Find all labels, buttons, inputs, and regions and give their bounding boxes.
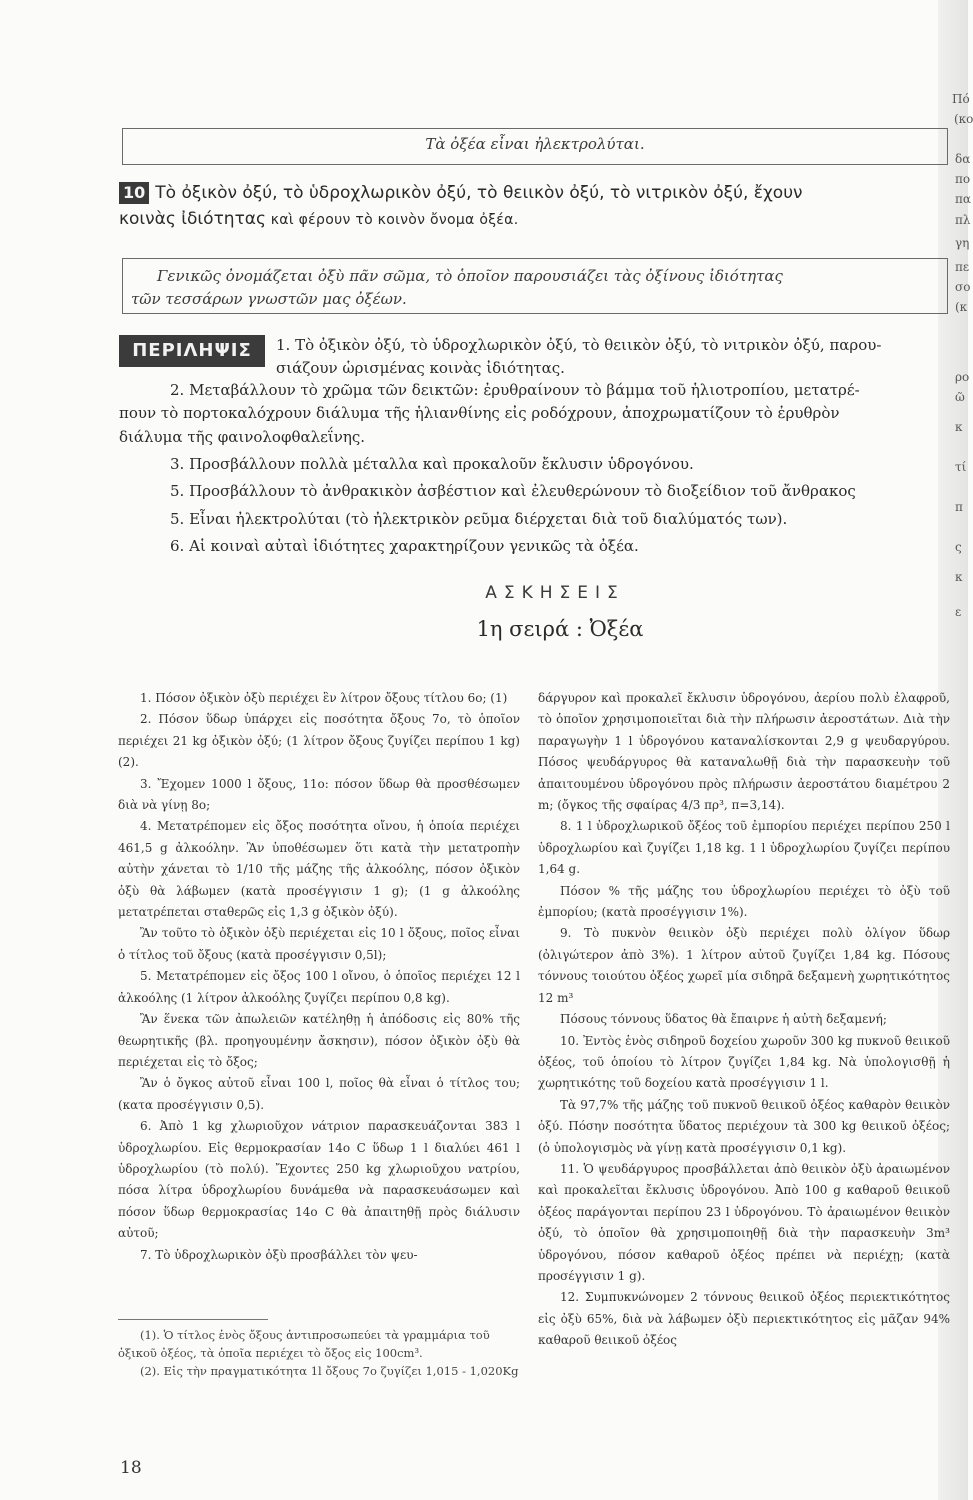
footnote: (1). Ὁ τίτλος ἑνὸς ὄξους ἀντιπροσωπεύει τὰ γραμμάρια τοῦ ὀξικοῦ ὀξέος, τὰ ὁποῖα περιέχει τὸ ὄξος εἰς 100cm³. <box>118 1328 490 1360</box>
exercise-paragraph: 5. Μετατρέπομεν εἰς ὄξος 100 l οἴνου, ὁ ὁποῖος περιέχει 12 l ἀλκοόλης (1 λίτρον ἀλκοόλης ζυγίζει περίπου 0,8 kg). <box>118 969 520 1005</box>
exercise-paragraph: 12. Συμπυκνώνομεν 2 τόννους θειικοῦ ὀξέος περιεκτικότητος εἰς ὀξὺ 65%, διὰ νὰ λάβωμεν ὀξὺ περιεκτικότητος εἰς μᾶζαν 94% καθαροῦ θειικοῦ ὀξέος <box>538 1290 950 1348</box>
edge-fragment: (κ <box>955 300 968 314</box>
footnote-rule <box>118 1319 268 1320</box>
edge-fragment: γη <box>955 236 970 250</box>
summary-line: 6. Αἱ κοιναὶ αὐταὶ ἰδιότητες χαρακτηρίζουν γενικῶς τὰ ὀξέα. <box>170 537 639 555</box>
edge-fragment: ρο <box>955 370 970 384</box>
definition-line: Γενικῶς ὀνομάζεται ὀξὺ πᾶν σῶμα, τὸ ὁποῖον παρουσιάζει τὰς ὀξίνους ἰδιότητας <box>157 267 783 285</box>
section-intro <box>119 180 954 233</box>
summary-line: 2. Μεταβάλλουν τὸ χρῶμα τῶν δεικτῶν: ἐρυθραίνουν τὸ βάμμα τοῦ ἡλιοτροπίου, μετατρέ- <box>170 381 860 399</box>
edge-fragment: π <box>955 500 963 514</box>
summary-line: 3. Προσβάλλουν πολλὰ μέταλλα καὶ προκαλοῦν ἔκλυσιν ὑδρογόνου. <box>170 455 694 473</box>
summary-line: 1. Τὸ ὀξικὸν ὀξύ, τὸ ὑδροχλωρικὸν ὀξύ, τὸ θειικὸν ὀξύ, τὸ νιτρικὸν ὀξύ, παρου- <box>276 336 882 354</box>
edge-fragment: πο <box>955 172 971 186</box>
exercise-paragraph: Πόσον % τῆς μάζης του ὑδροχλωρίου περιέχει τὸ ὀξὺ τοῦ ἐμπορίου; (κατὰ προσέγγισιν 1%). <box>538 883 950 920</box>
summary-line: σιάζουν ὡρισμένας κοινὰς ἰδιότητας. <box>276 359 565 377</box>
exercise-paragraph: 9. Τὸ πυκνὸν θειικὸν ὀξὺ περιέχει πολὺ ὀλίγον ὕδωρ (ὀλιγώτερον ἀπὸ 3%). 1 λίτρον αὐτοῦ ζυγίζει 1,84 kg. Πόσους τόννους τοιούτου ὀξέος χωρεῖ μία σιδηρᾶ δεξαμενὴ χωρητικότητος 12 m³ <box>538 926 950 1005</box>
exercise-paragraph: 7. Τὸ ὑδροχλωρικὸν ὀξὺ προσβάλλει τὸν ψευ- <box>140 1247 418 1262</box>
statement-box <box>122 128 948 165</box>
intro-lead: Τὸ ὀξικὸν ὀξύ, τὸ ὑδροχλωρικὸν ὀξύ, τὸ θειικὸν ὀξύ, τὸ νιτρικὸν ὀξύ, ἔχουν <box>155 183 803 203</box>
statement-text: Τὰ ὀξέα εἶναι ἠλεκτρολύται. <box>425 135 645 153</box>
exercise-paragraph: Τὰ 97,7% τῆς μάζης τοῦ πυκνοῦ θειικοῦ ὀξέος καθαρὸν θειικὸν ὀξύ. Πόσην ποσότητα ὕδατος περιέχουν τὰ 300 kg θειικοῦ ὀξέος; (ὁ ὑπολογισμὸς νὰ γίνῃ κατὰ προσέγγισιν 0,1 kg). <box>538 1097 950 1155</box>
edge-fragment: ε <box>955 605 962 619</box>
intro-key-phrase: κοινὰς ἰδιότητας <box>119 209 266 229</box>
section-number: 10 <box>119 182 149 204</box>
exercise-paragraph: 11. Ὁ ψευδάργυρος προσβάλλεται ἀπὸ θειικὸν ὀξὺ ἀραιωμένον καὶ προκαλεῖται ἔκλυσις ὑδρογόνου. Ἀπὸ 100 g καθαροῦ θειικοῦ ὀξέος παράγονται περίπου 23 l ὑδρογόνου. Τὸ ἀραιωμένον θειικὸν ὀξύ, τὸ ὁποῖον θὰ χρησιμοποιηθῇ διὰ τὴν παρασκευὴν 3m³ ὑδρογόνου, πόσον καθαροῦ ὀξέος πρέπει νὰ περιέχῃ; (κατὰ προσέγγισιν 1 g). <box>538 1161 950 1283</box>
summary-line: πουν τὸ πορτοκαλόχρουν διάλυμα τῆς ἡλιανθίνης εἰς ροδόχρουν, ἀποχρωματίζουν τὸ ἐρυθρὸν <box>119 404 840 422</box>
summary-line: 5. Προσβάλλουν τὸ ἀνθρακικὸν ἀσβέστιον καὶ ἐλευθερώνουν τὸ διοξείδιον τοῦ ἄνθρακος <box>170 482 856 500</box>
exercise-paragraph: Ἂν ὁ ὄγκος αὐτοῦ εἶναι 100 l, ποῖος θὰ εἶναι ὁ τίτλος του; (κατα προσέγγισιν 0,5). <box>118 1076 520 1112</box>
edge-fragment: κ <box>955 420 963 434</box>
edge-fragment: ς <box>955 540 962 554</box>
definition-box <box>122 258 948 314</box>
edge-fragment: κ <box>955 570 963 584</box>
exercise-paragraph: δάργυρον καὶ προκαλεῖ ἔκλυσιν ὑδρογόνου, ἀερίου πολὺ ἐλαφροῦ, τὸ ὁποῖον χρησιμοποιεῖται διὰ τὴν πλήρωσιν ἀεροστάτων. Διὰ τὴν παραγωγὴν 1 l ὑδρογόνου καταναλίσκονται 2,9 g ψευδαργύρου. Πόσος ψευδάργυρος θὰ καταναλωθῇ διὰ τὴν παρασκευὴν τοῦ ἀπαιτουμένου ὑδρογόνου πρὸς πλήρωσιν ἀεροστάτου διαμέτρου 2 m; (ὄγκος τῆς σφαίρας 4/3 πρ³, π=3,14). <box>538 691 950 813</box>
series-heading: 1η σειρά : Ὀξέα <box>476 617 644 641</box>
exercises-heading: ΑΣΚΗΣΕΙΣ <box>485 583 625 603</box>
exercise-paragraph: 10. Ἐντὸς ἑνὸς σιδηροῦ δοχείου χωροῦν 300 kg πυκνοῦ θειικοῦ ὀξέος, τοῦ ὁποίου τὸ λίτρον ζυγίζει 1,84 kg. Νὰ ὑπολογισθῇ ἡ χωρητικότης τοῦ δοχείου κατὰ προσέγγισιν 1 l. <box>538 1033 950 1091</box>
page-number: 18 <box>120 1458 142 1478</box>
edge-fragment: πε <box>955 260 970 274</box>
exercise-paragraph: 8. 1 l ὑδροχλωρικοῦ ὄξέος τοῦ ἐμπορίου περιέχει περίπου 250 l ὑδροχλωρίου καὶ ζυγίζει 1,18 kg. 1 l ὑδροχλωρίου ζυγίζει περίπου 1,64 g. <box>538 819 950 877</box>
intro-rest: καὶ φέρουν τὸ κοινὸν ὄνομα ὀξέα. <box>266 212 519 228</box>
exercise-paragraph: 1. Πόσον ὀξικὸν ὀξὺ περιέχει ἓν λίτρον ὄξους τίτλου 6ο; (1) <box>140 691 508 705</box>
exercise-paragraph: Ἂν τοῦτο τὸ ὀξικὸν ὀξὺ περιέχεται εἰς 10 l ὄξους, ποῖος εἶναι ὁ τίτλος τοῦ ὄξους (κατὰ προσέγγισιν 0,5l); <box>118 926 520 962</box>
exercises-left-column <box>118 688 520 1266</box>
edge-fragment: Πό <box>952 92 970 106</box>
edge-fragment: πλ <box>955 213 971 227</box>
exercise-paragraph: 2. Πόσον ὕδωρ ὑπάρχει εἰς ποσότητα ὄξους 7ο, τὸ ὁποῖον περιέχει 21 kg ὀξικὸν ὀξύ; (1 λίτρον ὄξους ζυγίζει περίπου 1 kg) (2). <box>118 712 520 770</box>
summary-line: διάλυμα τῆς φαινολοφθαλεΐνης. <box>119 428 366 446</box>
exercise-paragraph: 3. Ἔχομεν 1000 l ὄξους, 11ο: πόσον ὕδωρ θὰ προσθέσωμεν διὰ νὰ γίνῃ 8ο; <box>118 776 520 813</box>
exercise-paragraph: Ἂν ἕνεκα τῶν ἀπωλειῶν κατέληθῃ ἡ ἀπόδοσις εἰς 80% τῆς θεωρητικῆς (βλ. προηγουμένην ἄσκησιν), πόσον ὀξικὸν ὀξὺ θὰ περιέχεται εἰς τὸ ὄξος; <box>118 1012 520 1069</box>
edge-fragment: τί <box>955 460 967 474</box>
summary-badge: ΠΕΡΙΛΗΨΙΣ <box>119 335 265 367</box>
edge-fragment: πα <box>955 192 971 206</box>
definition-line: τῶν τεσσάρων γνωστῶν μας ὀξέων. <box>131 290 407 308</box>
exercise-paragraph: 4. Μετατρέπομεν εἰς ὄξος ποσότητα οἴνου, ἡ ὁποία περιέχει 461,5 g ἀλκοόλην. Ἂν ὑποθέσωμεν ὅτι κατὰ τὴν μετατροπὴν αὐτὴν χάνεται τὸ 1/10 τῆς μάζης τῆς ἀλκοόλης, πόσον ὀξικὸν ὀξὺ θὰ λάβωμεν (κατὰ προσέγγισιν 1 g); (1 g ἀλκοόλης μετατρέπεται σταθερῶς εἰς 1,3 g ὀξικὸν ὀξύ). <box>118 819 520 920</box>
exercises-right-column <box>538 688 950 1352</box>
footnotes <box>118 1326 520 1380</box>
summary-line: 5. Εἶναι ἠλεκτρολύται (τὸ ἠλεκτρικὸν ρεῦμα διέρχεται διὰ τοῦ διαλύματός των). <box>170 510 788 528</box>
edge-fragment: σο <box>955 280 971 294</box>
edge-fragment: (κο <box>954 112 973 126</box>
exercise-paragraph: 6. Ἀπὸ 1 kg χλωριοῦχον νάτριον παρασκευάζονται 383 l ὑδροχλωρίου. Εἰς θερμοκρασίαν 14ο C ὕδωρ 1 l διαλύει 461 l ὑδροχλωρίου (τὸ πολύ). Ἔχοντες 250 kg χλωριοῦχου νατρίου, πόσα λίτρα ὑδροχλωρίου δυνάμεθα νὰ παρασκευάσωμεν καὶ πόσον ὕδωρ θερμοκρασίας 14ο C θὰ ἀπαιτηθῇ πρὸς διάλυσιν αὐτοῦ; <box>118 1119 520 1241</box>
footnote: (2). Εἰς τὴν πραγματικότητα 1l ὄξους 7ο ζυγίζει 1,015 - 1,020Kg <box>140 1364 519 1378</box>
exercise-paragraph: Πόσους τόννους ὕδατος θὰ ἔπαιρνε ἡ αὐτὴ δεξαμενή; <box>560 1012 887 1027</box>
edge-fragment: ῶ <box>955 390 965 404</box>
edge-fragment: δα <box>955 152 971 166</box>
